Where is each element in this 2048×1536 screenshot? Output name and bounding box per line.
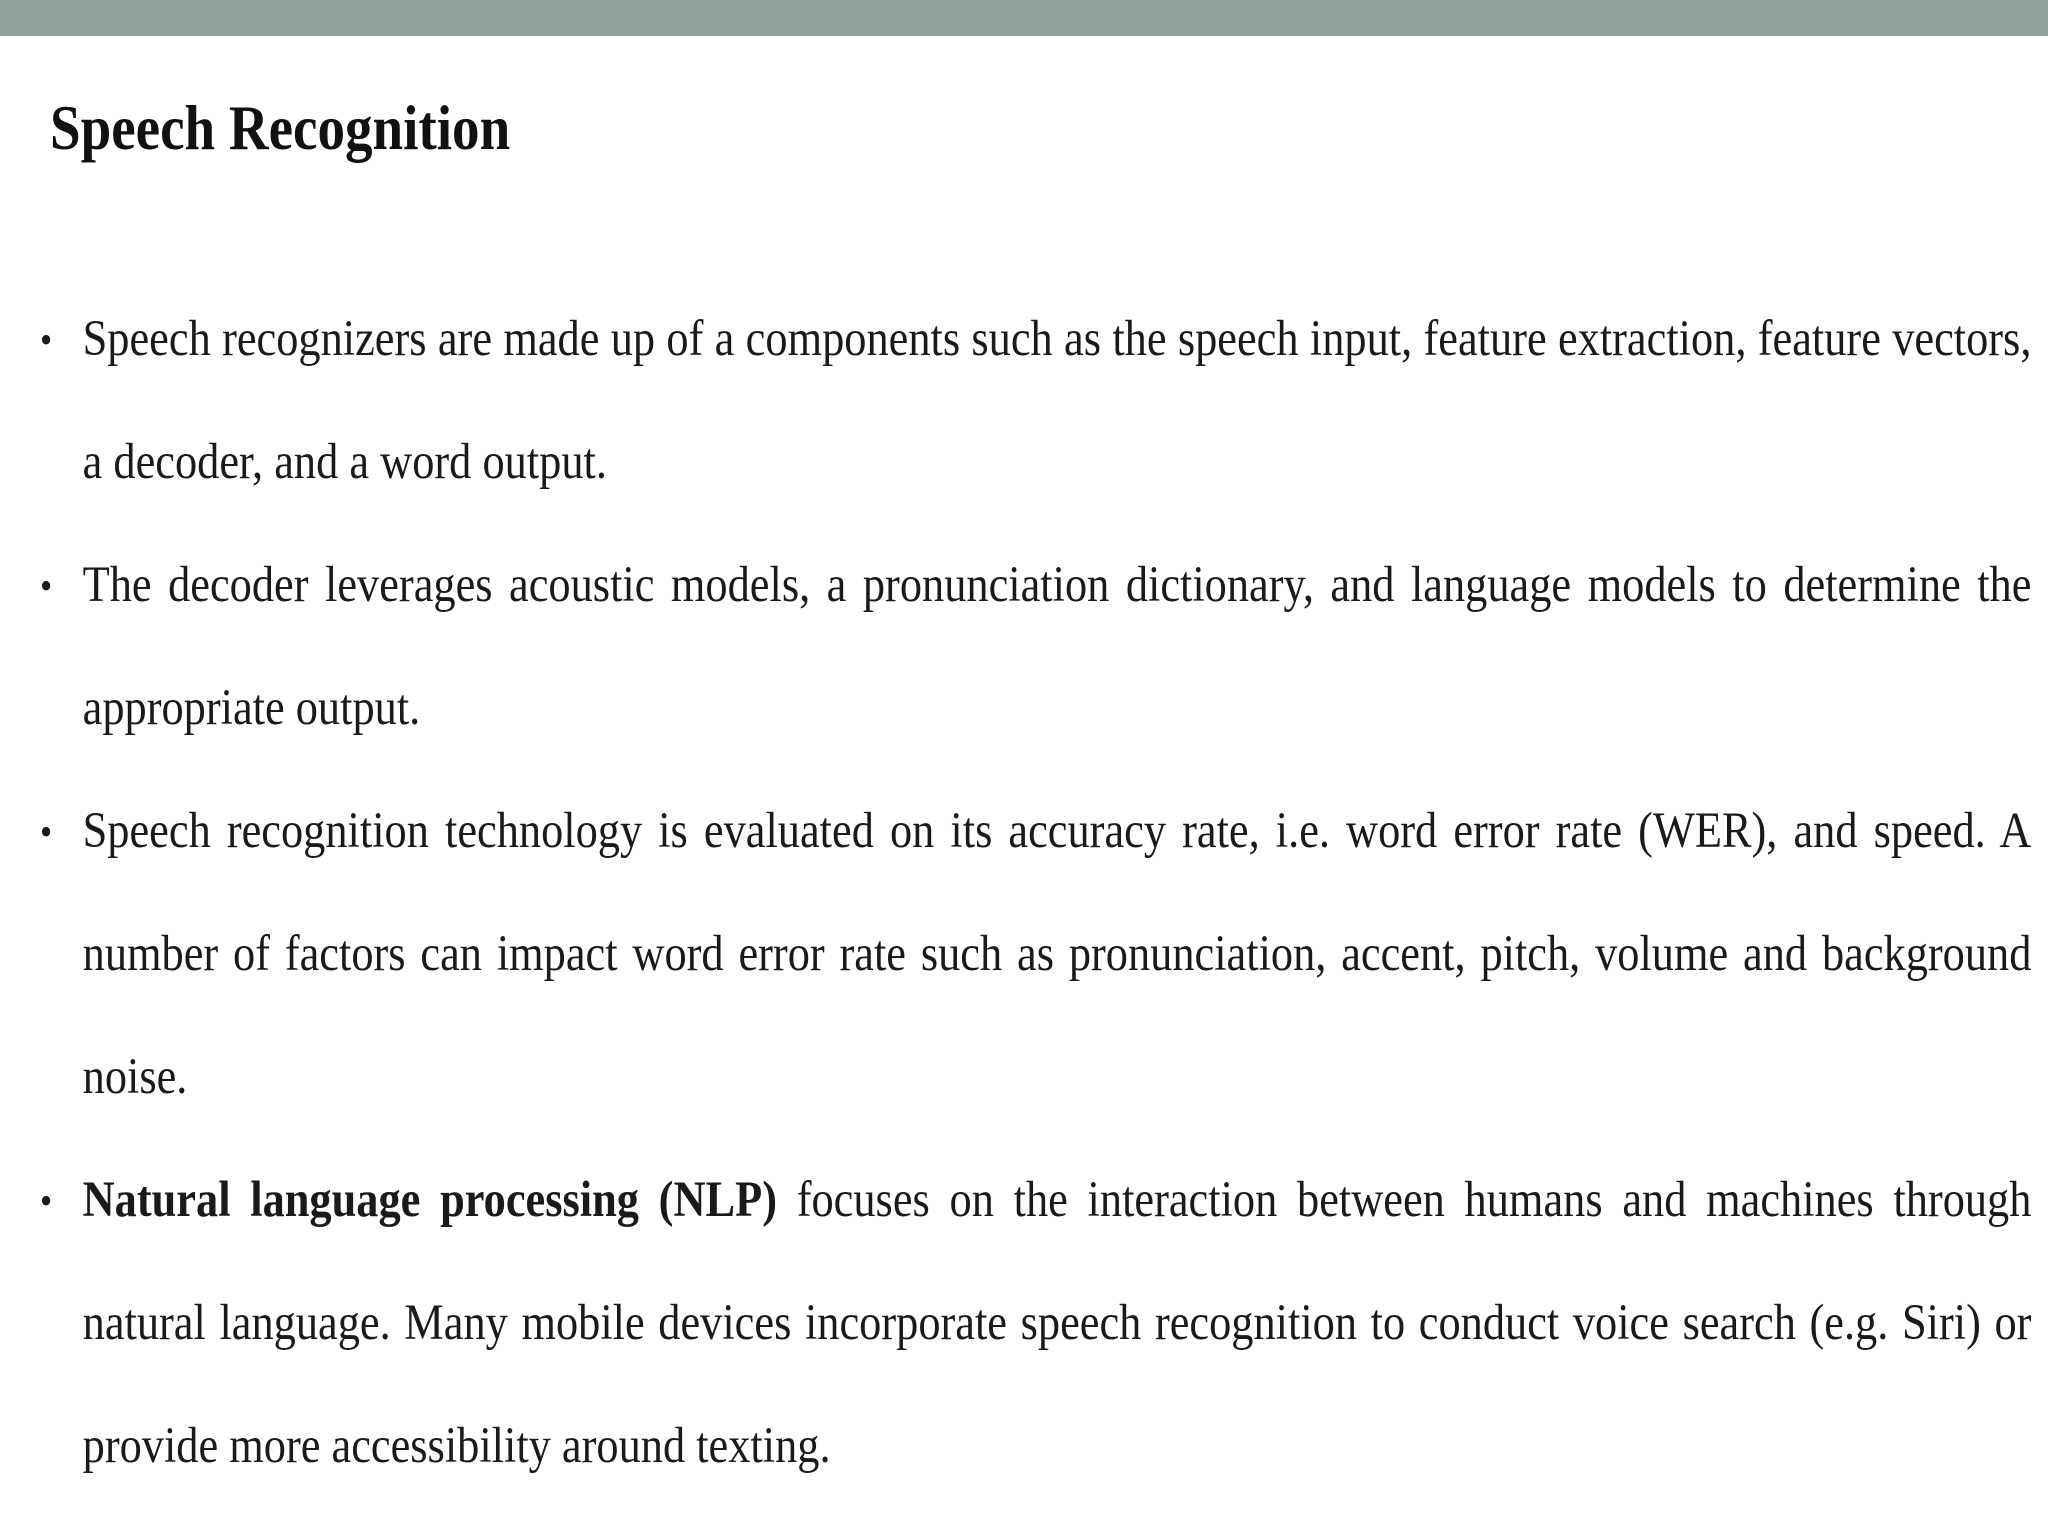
bullet-text xyxy=(83,1172,2032,1474)
bullet-body: focuses on the interaction between humans and machines through natural language. Many mobile devices incorporate speech recognition to conduct voice search (e.g. Siri) or provide more accessibility around texting. xyxy=(82,1172,2032,1474)
bullet-text: Speech recognition technology is evaluated on its accuracy rate, i.e. word error rate (WER), and speed. A number of factors can impact word error rate such as pronunciation, accent, pitch, volume and background noise. xyxy=(82,803,2032,1105)
bullet-icon: • xyxy=(40,317,53,362)
bullet-item-1 xyxy=(40,278,2031,524)
bullet-item-4 xyxy=(40,1139,2031,1508)
slide-title: Speech Recognition xyxy=(50,92,511,163)
bullet-item-3 xyxy=(40,770,2031,1139)
bullet-icon: • xyxy=(40,1178,53,1223)
slide-body xyxy=(0,36,2048,1536)
bullet-icon: • xyxy=(40,809,53,854)
bullet-text: The decoder leverages acoustic models, a pronunciation dictionary, and language models to determine the appropriate output. xyxy=(82,557,2032,736)
bullet-icon: • xyxy=(40,563,53,608)
top-accent-bar xyxy=(0,0,2048,36)
bullet-bold-term: Natural language processing (NLP) xyxy=(82,1172,777,1228)
bullet-text: Speech recognizers are made up of a components such as the speech input, feature extraction, feature vectors, a decoder, and a word output. xyxy=(82,311,2032,490)
bullet-item-2 xyxy=(40,524,2031,770)
bullet-list xyxy=(40,278,2032,1508)
